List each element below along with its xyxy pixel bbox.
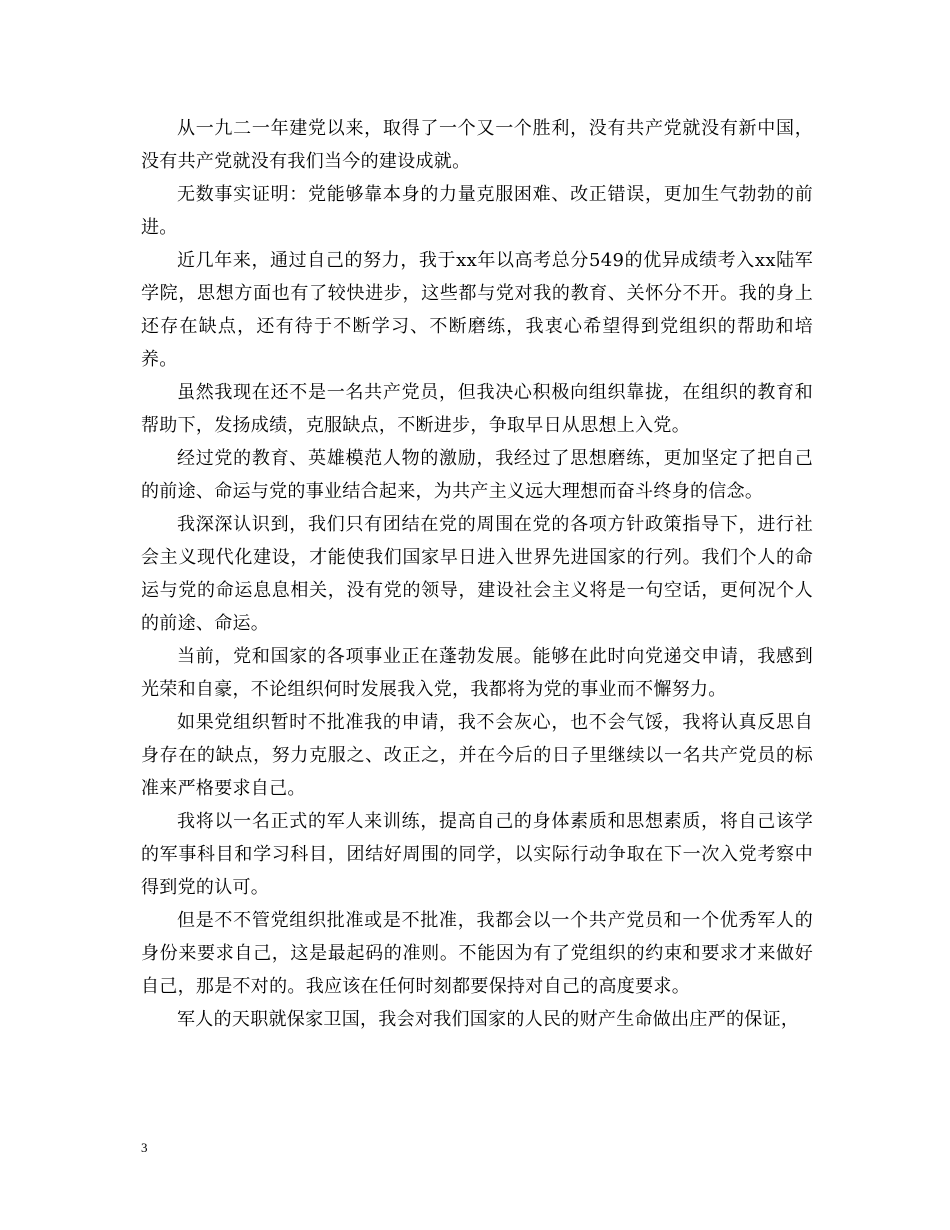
- paragraph: 无数事实证明：党能够靠本身的力量克服困难、改正错误，更加生气勃勃的前进。: [141, 184, 813, 238]
- paragraph: 当前，党和国家的各项事业正在蓬勃发展。能够在此时向党递交申请，我感到光荣和自豪，不论组织何时发展我入党，我都将为党的事业而不懈努力。: [141, 646, 813, 700]
- document-body: [141, 112, 813, 1036]
- page-number: 3: [141, 1140, 148, 1155]
- paragraph: 如果党组织暂时不批准我的申请，我不会灰心，也不会气馁，我将认真反思自身存在的缺点，努力克服之、改正之，并在今后的日子里继续以一名共产党员的标准来严格要求自己。: [141, 712, 813, 799]
- paragraph: 从一九二一年建党以来，取得了一个又一个胜利，没有共产党就没有新中国，没有共产党就没有我们当今的建设成就。: [141, 118, 813, 172]
- paragraph: 我深深认识到，我们只有团结在党的周围在党的各项方针政策指导下，进行社会主义现代化建设，才能使我们国家早日进入世界先进国家的行列。我们个人的命运与党的命运息息相关，没有党的领导，建设社会主义将是一句空话，更何况个人的前途、命运。: [141, 514, 813, 634]
- paragraph: 经过党的教育、英雄模范人物的激励，我经过了思想磨练，更加坚定了把自己的前途、命运与党的事业结合起来，为共产主义远大理想而奋斗终身的信念。: [141, 448, 813, 502]
- paragraph: 虽然我现在还不是一名共产党员，但我决心积极向组织靠拢，在组织的教育和帮助下，发扬成绩，克服缺点，不断进步，争取早日从思想上入党。: [141, 382, 813, 436]
- paragraph: 但是不不管党组织批准或是不批准，我都会以一个共产党员和一个优秀军人的身份来要求自己，这是最起码的准则。不能因为有了党组织的约束和要求才来做好自己，那是不对的。我应该在任何时刻都要保持对自己的高度要求。: [141, 910, 813, 997]
- paragraph: 我将以一名正式的军人来训练，提高自己的身体素质和思想素质，将自己该学的军事科目和学习科目，团结好周围的同学，以实际行动争取在下一次入党考察中得到党的认可。: [141, 811, 813, 898]
- paragraph: 军人的天职就保家卫国，我会对我们国家的人民的财产生命做出庄严的保证，: [177, 1009, 800, 1030]
- paragraph: 近几年来，通过自己的努力，我于xx年以高考总分549的优异成绩考入xx陆军学院，思想方面也有了较快进步，这些都与党对我的教育、关怀分不开。我的身上还存在缺点，还有待于不断学习、不断磨练，我衷心希望得到党组织的帮助和培养。: [141, 250, 813, 370]
